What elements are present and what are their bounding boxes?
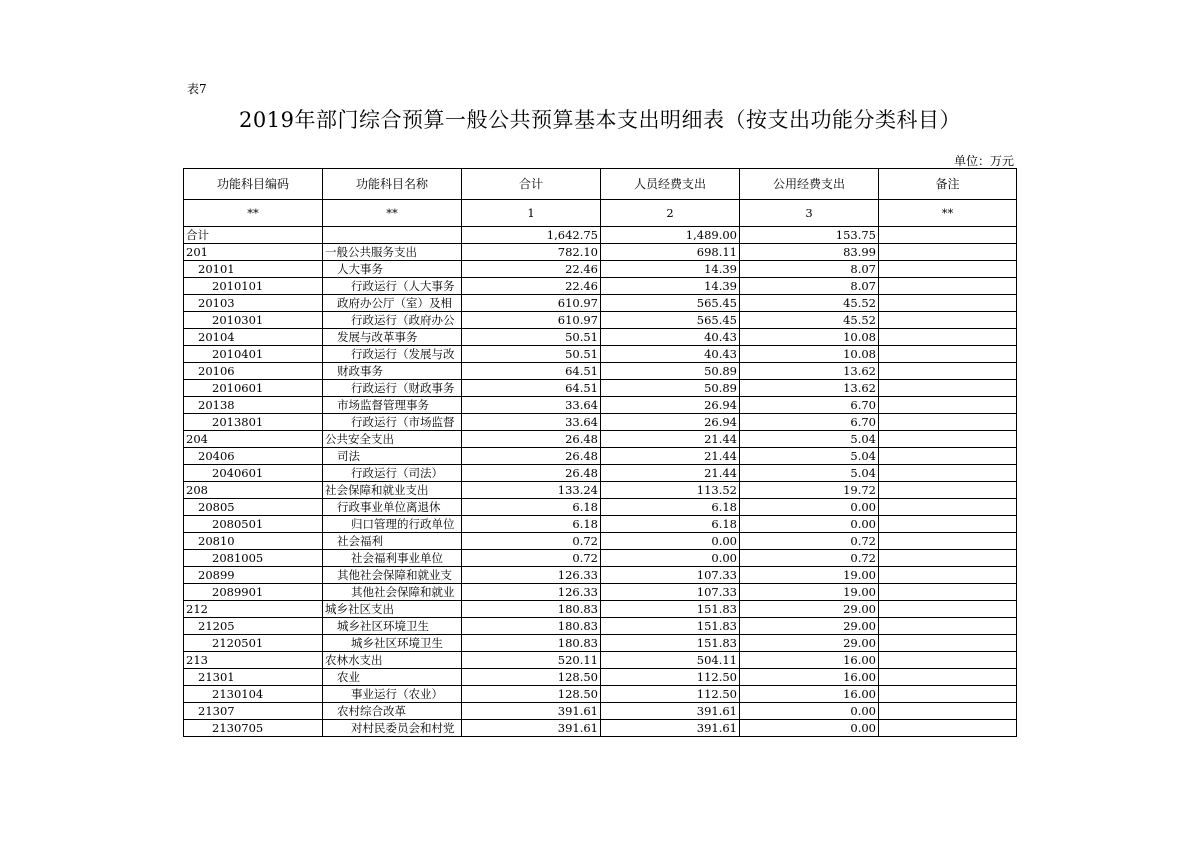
row-name: 其他社会保障和就业支 [323, 567, 462, 584]
row-note [879, 482, 1017, 499]
row-public: 29.00 [740, 635, 879, 652]
table-row [184, 618, 1017, 635]
table-row [184, 346, 1017, 363]
index-cell: ** [323, 200, 462, 227]
row-public: 0.00 [740, 516, 879, 533]
table-row [184, 227, 1017, 244]
row-code: 20899 [184, 567, 323, 584]
table-row [184, 312, 1017, 329]
table-row [184, 720, 1017, 737]
row-public: 29.00 [740, 618, 879, 635]
row-name: 行政运行（人大事务 [323, 278, 462, 295]
header-note: 备注 [879, 169, 1017, 200]
row-total: 64.51 [462, 380, 601, 397]
row-total: 610.97 [462, 295, 601, 312]
row-public: 29.00 [740, 601, 879, 618]
row-name: 社会福利事业单位 [323, 550, 462, 567]
table-row [184, 295, 1017, 312]
row-total: 26.48 [462, 448, 601, 465]
row-code: 20101 [184, 261, 323, 278]
table-row [184, 448, 1017, 465]
row-note [879, 618, 1017, 635]
row-note [879, 431, 1017, 448]
row-code: 20138 [184, 397, 323, 414]
row-personnel: 565.45 [601, 295, 740, 312]
row-name: 公共安全支出 [323, 431, 462, 448]
row-name: 一般公共服务支出 [323, 244, 462, 261]
index-cell: ** [879, 200, 1017, 227]
row-public: 13.62 [740, 380, 879, 397]
row-name: 行政运行（财政事务 [323, 380, 462, 397]
header-public: 公用经费支出 [740, 169, 879, 200]
row-note [879, 295, 1017, 312]
row-note [879, 448, 1017, 465]
row-name: 社会福利 [323, 533, 462, 550]
row-total: 126.33 [462, 584, 601, 601]
row-name: 社会保障和就业支出 [323, 482, 462, 499]
table-body [184, 169, 1017, 737]
row-public: 0.00 [740, 703, 879, 720]
row-name: 司法 [323, 448, 462, 465]
row-public: 10.08 [740, 346, 879, 363]
row-personnel: 26.94 [601, 414, 740, 431]
table-row [184, 499, 1017, 516]
row-public: 5.04 [740, 431, 879, 448]
header-code: 功能科目编码 [184, 169, 323, 200]
row-personnel: 112.50 [601, 686, 740, 703]
table-row [184, 652, 1017, 669]
header-name: 功能科目名称 [323, 169, 462, 200]
row-public: 19.72 [740, 482, 879, 499]
row-public: 8.07 [740, 278, 879, 295]
row-note [879, 567, 1017, 584]
row-code: 2089901 [184, 584, 323, 601]
row-note [879, 465, 1017, 482]
index-cell: 3 [740, 200, 879, 227]
table-row [184, 703, 1017, 720]
table-row [184, 567, 1017, 584]
row-name: 归口管理的行政单位 [323, 516, 462, 533]
row-name: 其他社会保障和就业 [323, 584, 462, 601]
row-personnel: 565.45 [601, 312, 740, 329]
table-row [184, 584, 1017, 601]
row-note [879, 669, 1017, 686]
header-personnel: 人员经费支出 [601, 169, 740, 200]
row-personnel: 698.11 [601, 244, 740, 261]
row-code: 2130705 [184, 720, 323, 737]
row-name: 市场监督管理事务 [323, 397, 462, 414]
row-total: 126.33 [462, 567, 601, 584]
row-code: 204 [184, 431, 323, 448]
row-personnel: 6.18 [601, 499, 740, 516]
row-total: 50.51 [462, 346, 601, 363]
row-code: 2010101 [184, 278, 323, 295]
row-personnel: 14.39 [601, 278, 740, 295]
row-code: 213 [184, 652, 323, 669]
index-cell: ** [184, 200, 323, 227]
table-row [184, 669, 1017, 686]
row-public: 5.04 [740, 465, 879, 482]
row-personnel: 0.00 [601, 550, 740, 567]
row-total: 33.64 [462, 397, 601, 414]
row-public: 0.72 [740, 550, 879, 567]
row-note [879, 720, 1017, 737]
table-row [184, 278, 1017, 295]
row-personnel: 40.43 [601, 329, 740, 346]
row-public: 16.00 [740, 669, 879, 686]
row-note [879, 261, 1017, 278]
row-total: 0.72 [462, 533, 601, 550]
row-code: 20810 [184, 533, 323, 550]
row-public: 6.70 [740, 414, 879, 431]
row-public: 153.75 [740, 227, 879, 244]
page-title: 2019年部门综合预算一般公共预算基本支出明细表（按支出功能分类科目） [239, 108, 961, 132]
row-total: 26.48 [462, 465, 601, 482]
row-public: 0.00 [740, 499, 879, 516]
table-number: 表7 [187, 82, 207, 96]
row-code: 20104 [184, 329, 323, 346]
row-code: 21301 [184, 669, 323, 686]
row-code: 2120501 [184, 635, 323, 652]
row-total: 128.50 [462, 686, 601, 703]
row-note [879, 329, 1017, 346]
row-note [879, 686, 1017, 703]
row-note [879, 635, 1017, 652]
row-total: 50.51 [462, 329, 601, 346]
table-row [184, 635, 1017, 652]
row-name: 农业 [323, 669, 462, 686]
row-name: 行政运行（发展与改 [323, 346, 462, 363]
row-public: 0.72 [740, 533, 879, 550]
row-code: 2130104 [184, 686, 323, 703]
row-note [879, 516, 1017, 533]
row-name: 政府办公厅（室）及相 [323, 295, 462, 312]
row-code: 208 [184, 482, 323, 499]
row-total: 64.51 [462, 363, 601, 380]
row-total: 391.61 [462, 703, 601, 720]
row-total: 128.50 [462, 669, 601, 686]
row-public: 16.00 [740, 652, 879, 669]
row-personnel: 14.39 [601, 261, 740, 278]
table-row [184, 482, 1017, 499]
row-personnel: 391.61 [601, 720, 740, 737]
row-total: 33.64 [462, 414, 601, 431]
table-row [184, 533, 1017, 550]
row-total: 0.72 [462, 550, 601, 567]
row-note [879, 601, 1017, 618]
budget-table [183, 168, 1017, 737]
table-row [184, 397, 1017, 414]
row-total: 180.83 [462, 601, 601, 618]
row-code: 2081005 [184, 550, 323, 567]
unit-label: 单位：万元 [953, 154, 1014, 168]
row-personnel: 50.89 [601, 363, 740, 380]
row-personnel: 151.83 [601, 635, 740, 652]
row-name: 行政运行（市场监督 [323, 414, 462, 431]
header-total: 合计 [462, 169, 601, 200]
row-public: 45.52 [740, 295, 879, 312]
row-code: 20406 [184, 448, 323, 465]
row-note [879, 346, 1017, 363]
row-name: 发展与改革事务 [323, 329, 462, 346]
row-total: 26.48 [462, 431, 601, 448]
row-total: 6.18 [462, 499, 601, 516]
table-row [184, 363, 1017, 380]
row-public: 19.00 [740, 584, 879, 601]
row-personnel: 1,489.00 [601, 227, 740, 244]
row-name: 事业运行（农业） [323, 686, 462, 703]
index-cell: 1 [462, 200, 601, 227]
row-code: 212 [184, 601, 323, 618]
row-personnel: 107.33 [601, 584, 740, 601]
row-note [879, 703, 1017, 720]
row-note [879, 652, 1017, 669]
row-public: 0.00 [740, 720, 879, 737]
row-public: 13.62 [740, 363, 879, 380]
row-note [879, 397, 1017, 414]
row-public: 16.00 [740, 686, 879, 703]
row-personnel: 391.61 [601, 703, 740, 720]
table-row [184, 244, 1017, 261]
row-total: 6.18 [462, 516, 601, 533]
row-code: 21307 [184, 703, 323, 720]
row-personnel: 504.11 [601, 652, 740, 669]
table-row [184, 380, 1017, 397]
row-personnel: 21.44 [601, 448, 740, 465]
header-row [184, 169, 1017, 200]
row-total: 391.61 [462, 720, 601, 737]
row-public: 8.07 [740, 261, 879, 278]
index-cell: 2 [601, 200, 740, 227]
table-row [184, 550, 1017, 567]
row-name: 农村综合改革 [323, 703, 462, 720]
row-public: 5.04 [740, 448, 879, 465]
row-total: 610.97 [462, 312, 601, 329]
table-row [184, 601, 1017, 618]
table-row [184, 431, 1017, 448]
table-row [184, 686, 1017, 703]
row-code: 2010601 [184, 380, 323, 397]
row-personnel: 21.44 [601, 465, 740, 482]
row-note [879, 414, 1017, 431]
row-name [323, 227, 462, 244]
row-code: 201 [184, 244, 323, 261]
row-total: 133.24 [462, 482, 601, 499]
row-note [879, 584, 1017, 601]
row-code: 合计 [184, 227, 323, 244]
row-name: 农林水支出 [323, 652, 462, 669]
row-note [879, 227, 1017, 244]
row-note [879, 533, 1017, 550]
table-row [184, 261, 1017, 278]
row-note [879, 550, 1017, 567]
table-row [184, 465, 1017, 482]
row-personnel: 40.43 [601, 346, 740, 363]
row-name: 人大事务 [323, 261, 462, 278]
row-note [879, 380, 1017, 397]
row-code: 20103 [184, 295, 323, 312]
row-personnel: 26.94 [601, 397, 740, 414]
row-total: 22.46 [462, 261, 601, 278]
row-name: 行政运行（政府办公 [323, 312, 462, 329]
index-row [184, 200, 1017, 227]
row-code: 2080501 [184, 516, 323, 533]
row-public: 19.00 [740, 567, 879, 584]
row-name: 行政运行（司法） [323, 465, 462, 482]
row-public: 6.70 [740, 397, 879, 414]
row-name: 财政事务 [323, 363, 462, 380]
row-personnel: 112.50 [601, 669, 740, 686]
row-note [879, 312, 1017, 329]
table-row [184, 516, 1017, 533]
row-name: 城乡社区环境卫生 [323, 618, 462, 635]
row-note [879, 244, 1017, 261]
row-name: 城乡社区环境卫生 [323, 635, 462, 652]
row-public: 45.52 [740, 312, 879, 329]
row-total: 1,642.75 [462, 227, 601, 244]
table-row [184, 414, 1017, 431]
row-personnel: 113.52 [601, 482, 740, 499]
row-total: 520.11 [462, 652, 601, 669]
row-public: 10.08 [740, 329, 879, 346]
row-code: 20805 [184, 499, 323, 516]
row-name: 城乡社区支出 [323, 601, 462, 618]
row-code: 2010401 [184, 346, 323, 363]
row-total: 782.10 [462, 244, 601, 261]
table-row [184, 329, 1017, 346]
row-personnel: 21.44 [601, 431, 740, 448]
row-personnel: 50.89 [601, 380, 740, 397]
row-total: 180.83 [462, 618, 601, 635]
row-code: 2040601 [184, 465, 323, 482]
row-personnel: 107.33 [601, 567, 740, 584]
row-name: 对村民委员会和村党 [323, 720, 462, 737]
row-personnel: 0.00 [601, 533, 740, 550]
row-total: 22.46 [462, 278, 601, 295]
row-note [879, 278, 1017, 295]
row-name: 行政事业单位离退休 [323, 499, 462, 516]
row-public: 83.99 [740, 244, 879, 261]
row-note [879, 363, 1017, 380]
row-code: 21205 [184, 618, 323, 635]
row-note [879, 499, 1017, 516]
row-code: 2013801 [184, 414, 323, 431]
row-personnel: 6.18 [601, 516, 740, 533]
row-total: 180.83 [462, 635, 601, 652]
row-personnel: 151.83 [601, 601, 740, 618]
row-code: 20106 [184, 363, 323, 380]
row-personnel: 151.83 [601, 618, 740, 635]
row-code: 2010301 [184, 312, 323, 329]
